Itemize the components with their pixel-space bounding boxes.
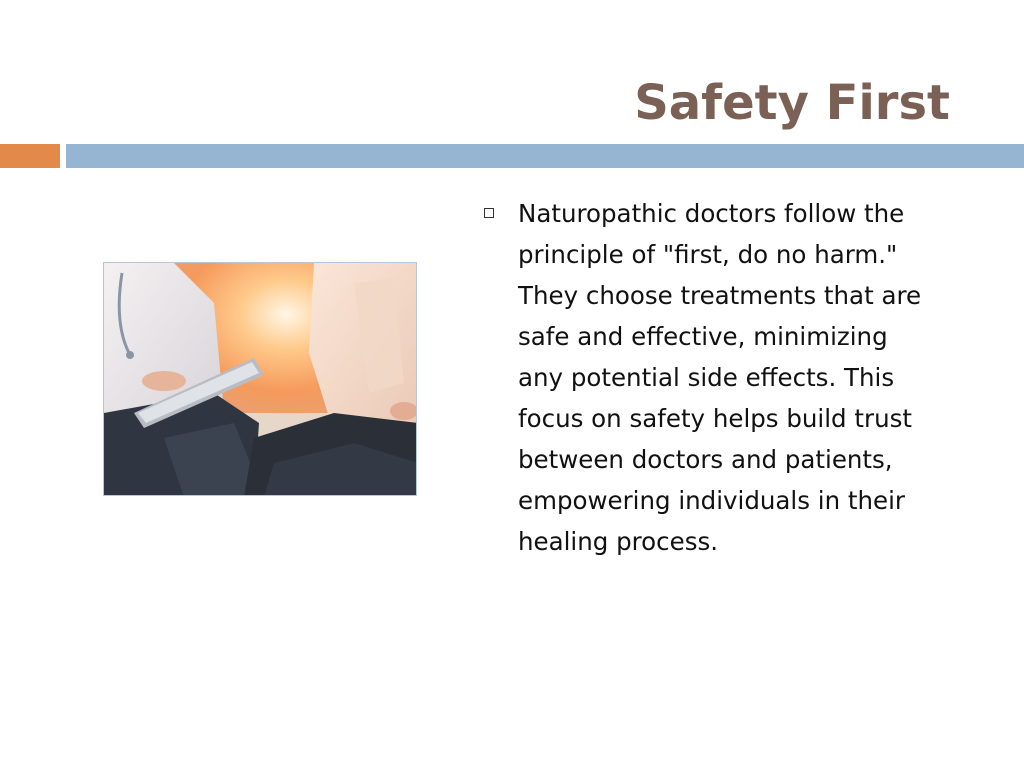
square-bullet-icon xyxy=(484,208,494,218)
accent-bar xyxy=(0,144,60,168)
doctor-patient-photo xyxy=(103,262,417,496)
header-divider-bar xyxy=(66,144,1024,168)
slide-title: Safety First xyxy=(634,75,950,131)
bullet-list xyxy=(484,193,944,562)
bullet-text: Naturopathic doctors follow the principle of "first, do no harm." They choose treatments that are safe and effective, minimizing any potential side effects. This focus on safety helps build trust between doctors and patients, empowering individuals in their healing process. xyxy=(518,199,922,556)
list-item xyxy=(484,193,944,562)
